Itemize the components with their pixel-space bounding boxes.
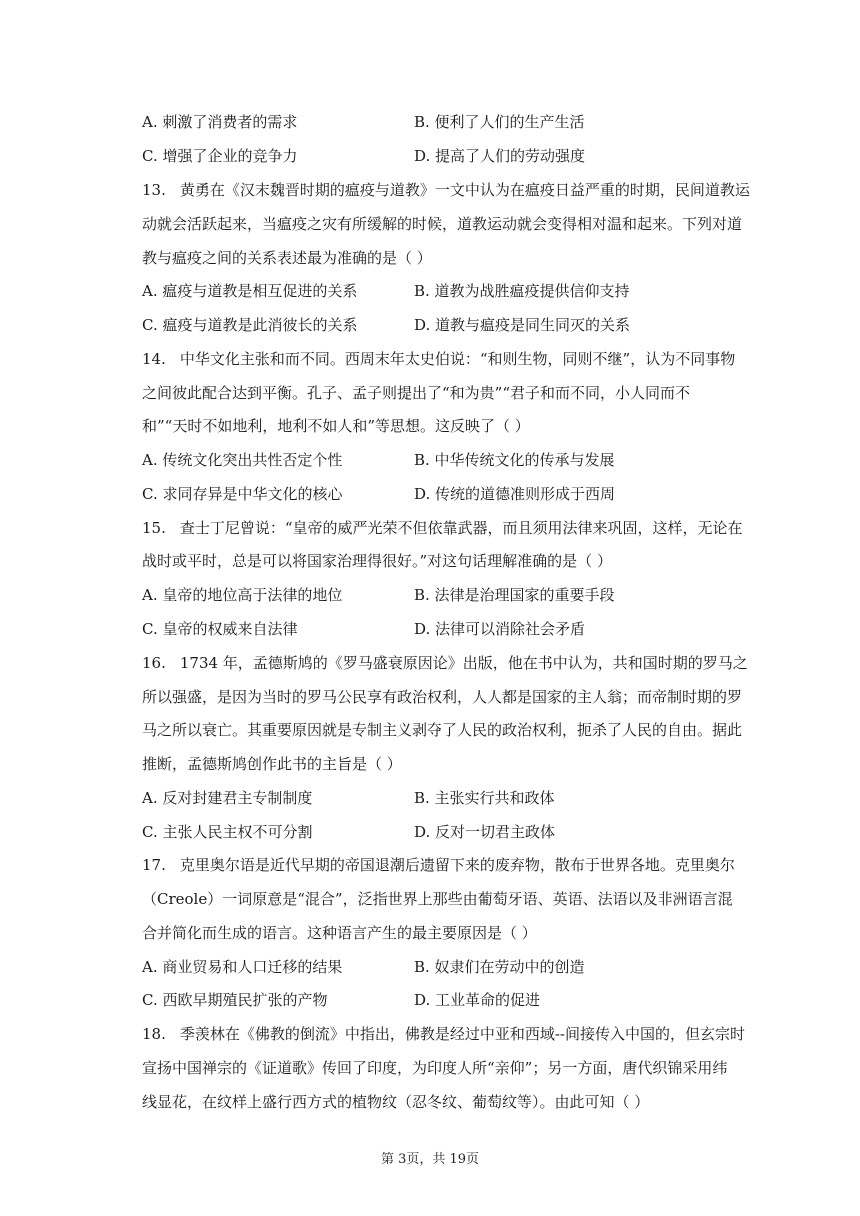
question-13-stem-line-1 bbox=[142, 180, 762, 200]
option-b: B. 便利了人们的生产生活 bbox=[414, 113, 585, 131]
q17-option-b: B. 奴隶们在劳动中的创造 bbox=[414, 958, 585, 976]
question-13-stem-line-2: 动就会活跃起来，当瘟疫之灾有所缓解的时候，道教运动就会变得相对温和起来。下列对道 bbox=[142, 215, 743, 233]
question-16-stem-line-2: 所以强盛，是因为当时的罗马公民享有政治权利，人人都是国家的主人翁；而帝制时期的罗 bbox=[142, 688, 743, 706]
q16-option-b: B. 主张实行共和政体 bbox=[414, 789, 555, 807]
question-15-stem-line-2: 战时或平时，总是可以将国家治理得很好。”对这句话理解准确的是（ ） bbox=[142, 552, 612, 570]
q15-option-b: B. 法律是治理国家的重要手段 bbox=[414, 586, 615, 604]
option-d: D. 提高了人们的劳动强度 bbox=[414, 147, 586, 165]
question-15-stem-line-1 bbox=[142, 518, 762, 538]
question-16-stem-line-3: 马之所以衰亡。其重要原因就是专制主义剥夺了人民的政治权利，扼杀了人民的自由。据此 bbox=[142, 721, 743, 739]
question-number: 13. bbox=[142, 181, 166, 199]
q15-option-a: A. 皇帝的地位高于法律的地位 bbox=[142, 586, 343, 604]
q16-option-a: A. 反对封建君主专制制度 bbox=[142, 789, 313, 807]
question-text: 查士丁尼曾说：“皇帝的威严光荣不但依靠武器，而且须用法律来巩固，这样，无论在 bbox=[179, 519, 743, 537]
q13-option-a: A. 瘟疫与道教是相互促进的关系 bbox=[142, 282, 358, 300]
option-a: A. 刺激了消费者的需求 bbox=[142, 113, 298, 131]
q13-option-b: B. 道教为战胜瘟疫提供信仰支持 bbox=[414, 282, 630, 300]
option-c: C. 增强了企业的竞争力 bbox=[142, 147, 298, 165]
question-14-stem-line-3: 和”“天时不如地利，地利不如人和”等思想。这反映了（ ） bbox=[142, 417, 530, 435]
question-text: 克里奥尔语是近代早期的帝国退潮后遗留下来的废弃物，散布于世界各地。克里奥尔 bbox=[179, 856, 735, 874]
question-number: 14. bbox=[142, 350, 166, 368]
q14-option-b: B. 中华传统文化的传承与发展 bbox=[414, 451, 615, 469]
question-text: 季羡林在《佛教的倒流》中指出，佛教是经过中亚和西域--间接传入中国的，但玄宗时 bbox=[179, 1025, 746, 1043]
q13-option-c: C. 瘟疫与道教是此消彼长的关系 bbox=[142, 316, 358, 334]
q15-option-d: D. 法律可以消除社会矛盾 bbox=[414, 620, 586, 638]
q13-option-d: D. 道教与瘟疫是同生同灭的关系 bbox=[414, 316, 631, 334]
question-number: 15. bbox=[142, 519, 166, 537]
q17-option-a: A. 商业贸易和人口迁移的结果 bbox=[142, 958, 343, 976]
question-text: 中华文化主张和而不同。西周末年太史伯说：“和则生物，同则不继”，认为不同事物 bbox=[179, 350, 736, 368]
question-16-stem-line-1 bbox=[142, 653, 762, 673]
question-text: 黄勇在《汉末魏晋时期的瘟疫与道教》一文中认为在瘟疫日益严重的时期，民间道教运 bbox=[179, 181, 750, 199]
question-number: 17. bbox=[142, 856, 166, 874]
question-18-stem-line-2: 宣扬中国禅宗的《证道歌》传回了印度，为印度人所“亲仰”；另一方面，唐代织锦采用纬 bbox=[142, 1059, 728, 1077]
question-13-stem-line-3: 教与瘟疫之间的关系表述最为准确的是（ ） bbox=[142, 249, 432, 267]
question-text: 1734 年，孟德斯鸠的《罗马盛衰原因论》出版，他在书中认为，共和国时期的罗马之 bbox=[179, 654, 748, 672]
q14-option-a: A. 传统文化突出共性否定个性 bbox=[142, 451, 343, 469]
q16-option-d: D. 反对一切君主政体 bbox=[414, 823, 556, 841]
question-18-stem-line-3: 线显花，在纹样上盛行西方式的植物纹（忍冬纹、葡萄纹等）。由此可知（ ） bbox=[142, 1093, 650, 1111]
q14-option-d: D. 传统的道德准则形成于西周 bbox=[414, 485, 616, 503]
question-16-stem-line-4: 推断，孟德斯鸠创作此书的主旨是（ ） bbox=[142, 755, 402, 773]
question-17-stem-line-2: （Creole）一词原意是“混合”，泛指世界上那些由葡萄牙语、英语、法语以及非洲语言混 bbox=[142, 890, 733, 908]
question-17-stem-line-3: 合并简化而生成的语言。这种语言产生的最主要原因是（ ） bbox=[142, 924, 537, 942]
question-number: 16. bbox=[142, 654, 166, 672]
q16-option-c: C. 主张人民主权不可分割 bbox=[142, 823, 313, 841]
q17-option-d: D. 工业革命的促进 bbox=[414, 991, 541, 1009]
page-footer: 第 3页，共 19页 bbox=[380, 1152, 480, 1167]
q14-option-c: C. 求同存异是中华文化的核心 bbox=[142, 485, 343, 503]
question-14-stem-line-1 bbox=[142, 349, 762, 369]
question-number: 18. bbox=[142, 1025, 166, 1043]
q17-option-c: C. 西欧早期殖民扩张的产物 bbox=[142, 991, 328, 1009]
question-14-stem-line-2: 之间彼此配合达到平衡。孔子、孟子则提出了“和为贵”“君子和而不同，小人同而不 bbox=[142, 384, 691, 402]
q15-option-c: C. 皇帝的权威来自法律 bbox=[142, 620, 298, 638]
question-18-stem-line-1 bbox=[142, 1024, 762, 1044]
question-17-stem-line-1 bbox=[142, 855, 762, 875]
